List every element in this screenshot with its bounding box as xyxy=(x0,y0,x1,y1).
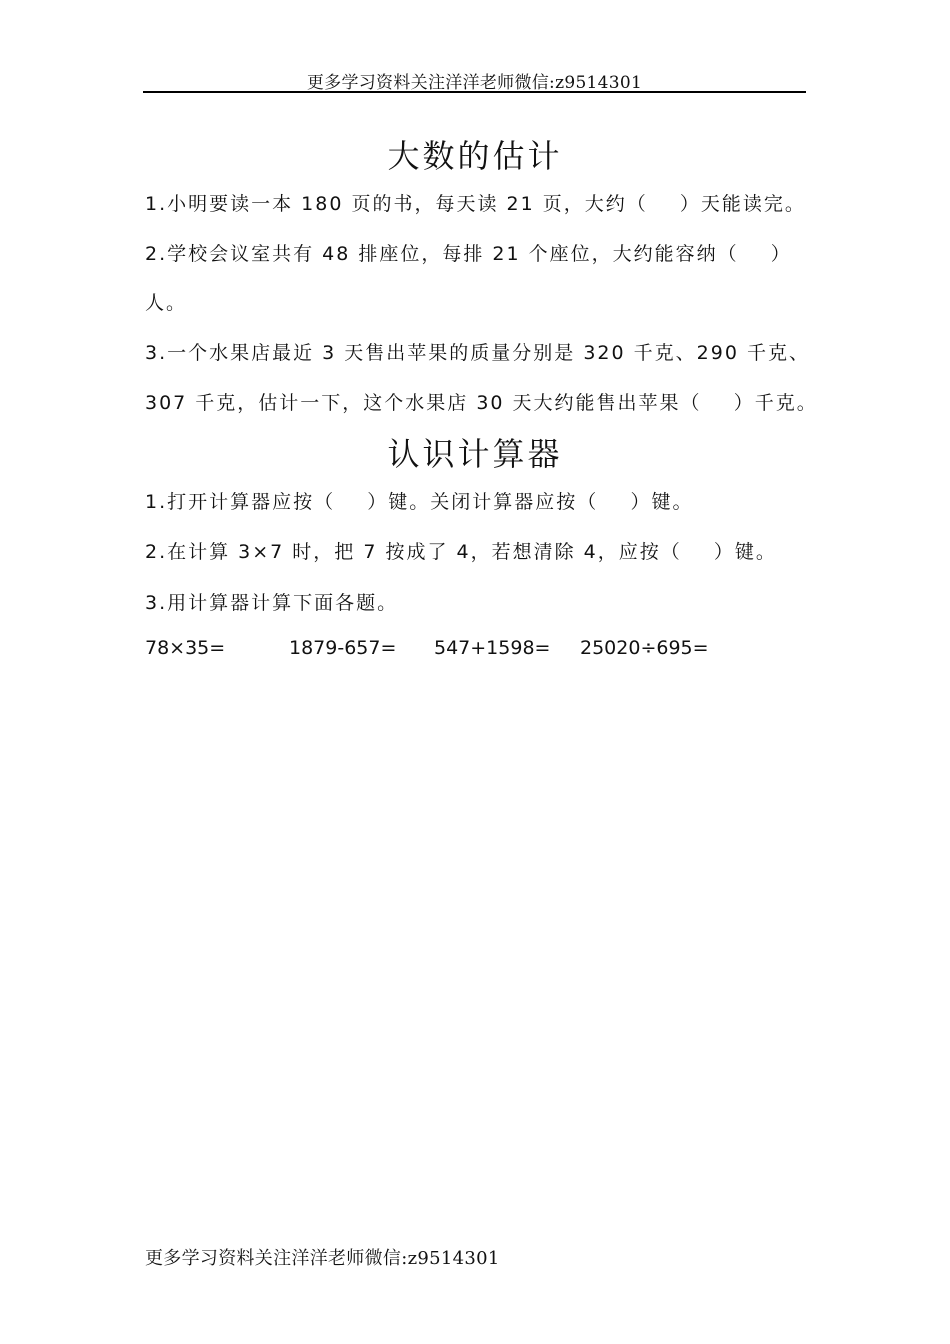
question-line: 3.一个水果店最近 3 天售出苹果的质量分别是 320 千克、290 千克、 xyxy=(145,342,810,364)
calculation-item: 1879-657= xyxy=(289,637,397,659)
question-line: 2.在计算 3×7 时，把 7 按成了 4，若想清除 4，应按（ ）键。 xyxy=(145,541,777,563)
section-title: 认识计算器 xyxy=(387,435,563,473)
question-line: 3.用计算器计算下面各题。 xyxy=(145,592,399,614)
calculation-item: 78×35= xyxy=(145,637,226,659)
footer-text: 更多学习资料关注洋洋老师微信:z9514301 xyxy=(145,1248,500,1269)
question-line: 2.学校会议室共有 48 排座位，每排 21 个座位，大约能容纳（ ） xyxy=(145,243,792,265)
question-line: 307 千克，估计一下，这个水果店 30 天大约能售出苹果（ ）千克。 xyxy=(145,392,818,414)
question-line: 人。 xyxy=(145,292,188,314)
question-line: 1.打开计算器应按（ ）键。关闭计算器应按（ ）键。 xyxy=(145,491,694,513)
header-text: 更多学习资料关注洋洋老师微信:z9514301 xyxy=(306,73,643,93)
calculation-item: 25020÷695= xyxy=(580,637,709,659)
header-divider xyxy=(143,91,806,93)
section-title: 大数的估计 xyxy=(387,137,563,175)
calculation-item: 547+1598= xyxy=(434,637,551,659)
question-line: 1.小明要读一本 180 页的书，每天读 21 页，大约（ ）天能读完。 xyxy=(145,193,806,215)
